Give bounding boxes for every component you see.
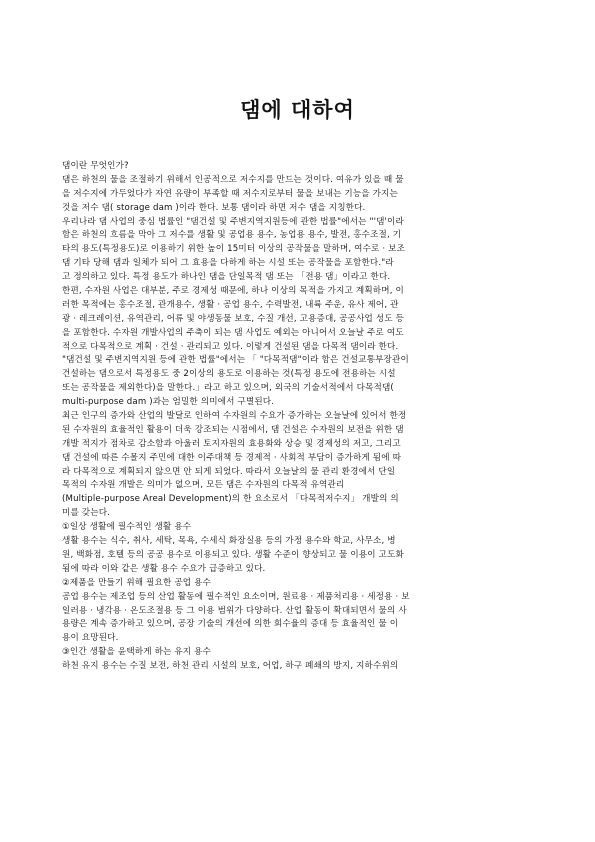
text-line: 됨에 따라 이와 같은 생활 용수 수요가 급증하고 있다. bbox=[62, 563, 266, 574]
text-line: 러한 목적에는 홍수조절, 관개용수, 생활 · 공업 용수, 수력발전, 내륙 주운, 유사 제어, 관 bbox=[62, 299, 399, 310]
text-line: 댐이란 무엇인가? bbox=[62, 161, 129, 171]
text-line: 댐 기타 당해 댐과 일체가 되어 그 효용을 다하게 하는 시설 또는 공작물을 포함한다."라 bbox=[62, 258, 394, 269]
text-line: 하천 유지 용수는 수질 보전, 하천 관리 시설의 보호, 어업, 하구 폐쇄의 방지, 지하수위의 bbox=[62, 661, 399, 672]
text-line: 을 저수지에 가두었다가 자연 유량이 부족할 때 저수지로부터 물을 보내는 기능을 가지는 bbox=[62, 188, 398, 199]
text-line: "댐건설 및 주변지역지원 등에 관한 법률"에서는 「 "다목적댐"이라 함은 건설교통부장관이 bbox=[62, 355, 409, 366]
text-line: 한편, 수자원 사업은 대부분, 주로 경제성 때문에, 하나 이상의 목적을 가지고 계획하며, 이 bbox=[62, 286, 404, 297]
text-line: 고 정의하고 있다. 특정 용도가 하나인 댐을 단일목적 댐 또는 「전용 댐」이라고 한다. bbox=[62, 272, 391, 283]
text-line: 용이 요망된다. bbox=[62, 633, 119, 644]
text-line: 일러용 · 냉각용 · 온도조절용 등 그 이용 범위가 다양하다. 산업 활동이 확대되면서 물의 사 bbox=[62, 605, 407, 616]
text-line: (Multiple-purpose Areal Development)의 한 요소로서 「다목적저수지」 개발의 의 bbox=[62, 494, 399, 505]
text-line: 것을 저수 댐( storage dam )이라 한다. 보통 댐이라 하면 저수 댐을 지칭한다. bbox=[62, 202, 366, 213]
text-line: ①일상 생활에 필수적인 생활 용수 bbox=[62, 522, 192, 533]
text-line: ③인간 생활을 윤택하게 하는 유지 용수 bbox=[62, 647, 212, 658]
text-line: 또는 공작물을 제외한다)을 말한다.」라고 하고 있으며, 외국의 기술서적에서 다목적댐( bbox=[62, 383, 394, 394]
text-line: 적으로 다목적으로 계획 · 건설 · 관리되고 있다. 이렇게 건설된 댐을 다목적 댐이라 한다. bbox=[62, 341, 399, 352]
text-line: multi-purpose dam )과는 엄밀한 의미에서 구별된다. bbox=[62, 397, 275, 408]
text-line: 된 수자원의 효율적인 활용이 더욱 강조되는 시점에서, 댐 건설은 수자원의 보전을 위한 댐 bbox=[62, 424, 404, 435]
text-line: 우리나라 댐 사업의 중심 법률인 "댐건설 및 주변지역지원등에 관한 법률"에서는 "'댐'이라 bbox=[62, 216, 404, 227]
document-body bbox=[62, 160, 533, 674]
text-line: 라 다목적으로 계획되지 않으면 안 되게 되었다. 따라서 오늘날의 물 관리 환경에서 단일 bbox=[62, 466, 396, 477]
text-line: 미를 갖는다. bbox=[62, 508, 111, 519]
text-line: 최근 인구의 증가와 산업의 발달로 인하여 수자원의 수요가 증가하는 오늘날에 있어서 한정 bbox=[62, 411, 407, 422]
text-line: ②제품을 만들기 위해 필요한 공업 용수 bbox=[62, 577, 212, 588]
text-line: 타의 용도(특정용도)로 이용하기 위한 높이 15미터 이상의 공작물을 말하며, 여수로 · 보조 bbox=[62, 244, 406, 255]
document-title: 댐에 대하여 bbox=[240, 98, 355, 122]
text-line: 개발 적지가 점차로 감소함과 아울러 토지자원의 효용화와 상승 및 경제성의 저고, 그리고 bbox=[62, 438, 401, 449]
text-line: 공업 용수는 제조업 등의 산업 활동에 필수적인 요소이며, 원료용 · 제품처리용 · 세정용 · 보 bbox=[62, 591, 410, 602]
text-line: 광 · 레크레이션, 유역관리, 어류 및 야생동물 보호, 수질 개선, 고용증대, 공공사업 성도 등 bbox=[62, 313, 405, 324]
text-line: 건설하는 댐으로서 특정용도 중 2이상의 용도로 이용하는 것(특정 용도에 전용하는 시설 bbox=[62, 369, 396, 380]
text-line: 을 포함한다. 수자원 개발사업의 주축이 되는 댐 사업도 예외는 아니어서 오늘날 주로 여도 bbox=[62, 327, 404, 338]
text-line: 목적의 수자원 개발은 의미가 없으며, 모든 댐은 수자원의 다목적 유역관리 bbox=[62, 480, 345, 491]
text-line: 함은 하천의 흐름을 막아 그 저수를 생활 및 공업용 용수, 농업용 용수, 발전, 홍수조절, 기 bbox=[62, 230, 402, 241]
text-line: 댐 건설에 따른 수몰지 주민에 대한 이주대책 등 경제적 · 사회적 부담이 증가하게 됨에 따 bbox=[62, 452, 402, 463]
text-line: 댐은 하천의 물을 조절하기 위해서 인공적으로 저수지를 만드는 것이다. 여유가 있을 때 물 bbox=[62, 174, 404, 185]
text-line: 원, 백화점, 호텔 등의 공공 용수로 이용되고 있다. 생활 수준이 향상되고 물 이용이 고도화 bbox=[62, 549, 404, 560]
text-line: 용량은 계속 증가하고 있으며, 공장 기술의 개선에 의한 회수율의 증대 등 효율적인 물 이 bbox=[62, 619, 399, 630]
text-line: 생활 용수는 식수, 취사, 세탁, 목욕, 수세식 화장실용 등의 가정 용수와 학교, 사무소, 병 bbox=[62, 536, 396, 547]
